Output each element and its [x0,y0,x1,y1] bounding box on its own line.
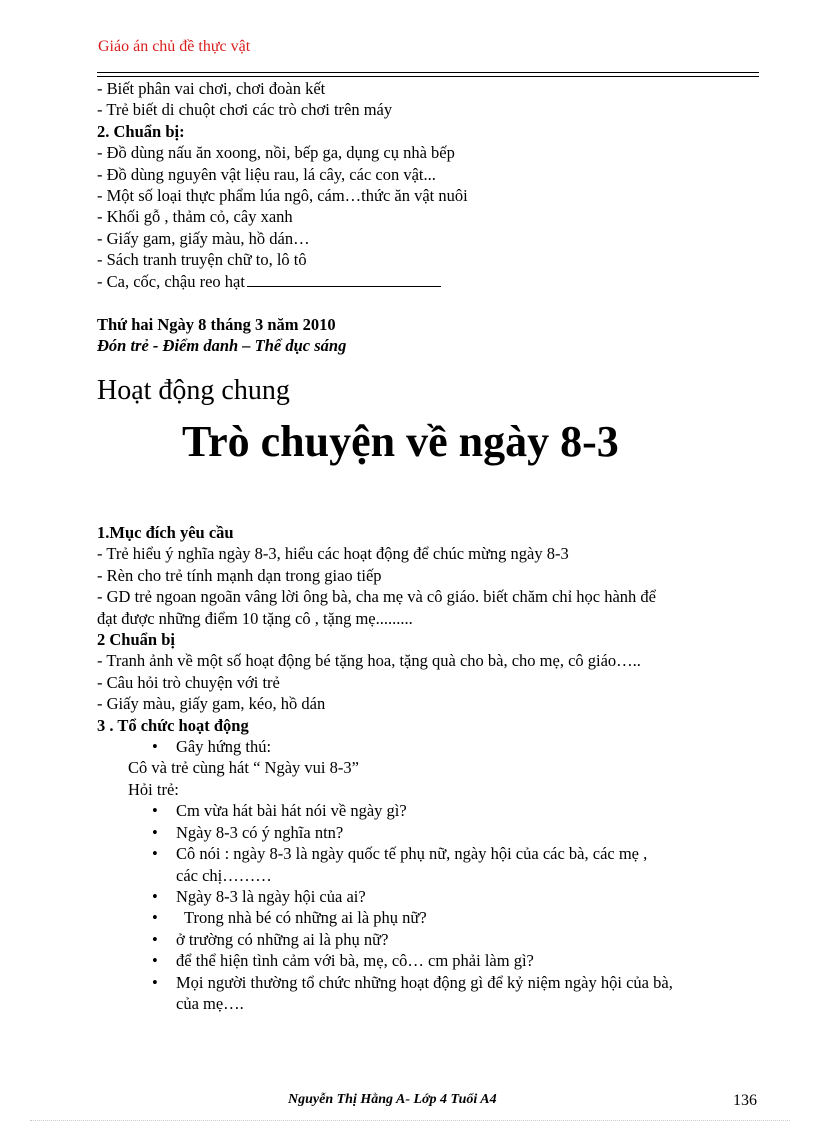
text-line: - Trẻ biết di chuột chơi các trò chơi trên máy [97,100,393,120]
bullet-item [97,822,767,843]
text-line: - Câu hỏi trò chuyện với trẻ [97,672,280,692]
list-item-text: - Ca, cốc, chậu reo hạt [97,271,245,291]
text-line: - Rèn cho trẻ tính mạnh dạn trong giao tiếp [97,565,382,585]
text-line: - GD trẻ ngoan ngoãn vâng lời ông bà, cha mẹ và cô giáo. biết chăm chỉ học hành để [97,587,657,607]
header-rule-top [97,72,759,73]
section-heading: 2 Chuẩn bị [97,630,175,650]
bullet-continuation: các chị……… [176,865,272,885]
bullet-text: ở trường có những ai là phụ nữ? [176,929,389,949]
footer-author: Nguyễn Thị Hằng A- Lớp 4 Tuổi A4 [288,1092,497,1107]
page-header-title: Giáo án chủ đề thực vật [98,38,251,55]
section-heading: 3 . Tổ chức hoạt động [97,715,249,735]
section-heading: 1.Mục đích yêu cầu [97,523,234,542]
bullet-item [97,800,767,821]
footer-divider [30,1120,790,1121]
list-item: - Giấy gam, giấy màu, hồ dán… [97,228,310,248]
bullet-item [97,950,767,971]
bullet-text: Ngày 8-3 là ngày hội của ai? [176,886,366,906]
bullet-item [97,843,767,864]
text-line: - Giấy màu, giấy gam, kéo, hồ dán [97,694,326,714]
header-rule-bottom [97,76,759,77]
text-line: - Trẻ hiểu ý nghĩa ngày 8-3, hiểu các hoạt động để chúc mừng ngày 8-3 [97,544,569,564]
bullet-item [97,929,767,950]
bullet-item [97,972,767,993]
list-item [97,271,767,292]
list-item: - Sách tranh truyện chữ to, lô tô [97,250,307,270]
section-heading: 2. Chuẩn bị: [97,121,185,141]
bullet-text: Mọi người thường tổ chức những hoạt động gì để kỷ niệm ngày hội của bà, [176,972,673,992]
day-date: Thứ hai Ngày 8 tháng 3 năm 2010 [97,315,336,334]
bullet-text: Cô nói : ngày 8-3 là ngày quốc tế phụ nữ, ngày hội của các bà, các mẹ , [176,844,648,864]
bullet-continuation: của mẹ…. [176,993,244,1013]
lesson-body [97,522,767,1014]
bullet-text: Ngày 8-3 có ý nghĩa ntn? [176,822,344,842]
bullet-text: Cm vừa hát bài hát nói về ngày gì? [176,801,407,821]
materials-block [97,78,767,292]
bullet-text: để thể hiện tình cảm với bà, mẹ, cô… cm phải làm gì? [176,951,534,971]
subject-label: Hoạt động chung [97,375,290,406]
text-line: Hỏi trẻ: [128,779,179,799]
bullet-item [97,736,767,757]
bullet-item [97,907,767,928]
day-routine: Đón trẻ - Điểm danh – Thể dục sáng [97,336,347,356]
separator-line [247,273,441,287]
list-item: - Đồ dùng nguyên vật liệu rau, lá cây, các con vật... [97,164,436,184]
page-number: 136 [733,1092,757,1109]
list-item: - Khối gỗ , thảm cỏ, cây xanh [97,207,293,227]
bullet-text: Trong nhà bé có những ai là phụ nữ? [176,908,427,928]
text-line: - Tranh ảnh về một số hoạt động bé tặng hoa, tặng quà cho bà, cho mẹ, cô giáo….. [97,651,641,671]
text-line: đạt được những điểm 10 tặng cô , tặng mẹ......... [97,608,413,628]
list-item: - Một số loại thực phẩm lúa ngô, cám…thức ăn vật nuôi [97,186,468,206]
bullet-text: Gây hứng thú: [176,737,272,757]
list-item: - Đồ dùng nấu ăn xoong, nồi, bếp ga, dụng cụ nhà bếp [97,143,455,163]
day-block [97,314,767,357]
text-line: - Biết phân vai chơi, chơi đoàn kết [97,79,326,98]
bullet-item [97,886,767,907]
text-line: Cô và trẻ cùng hát “ Ngày vui 8-3” [128,758,359,778]
lesson-title: Trò chuyện về ngày 8-3 [182,417,619,466]
